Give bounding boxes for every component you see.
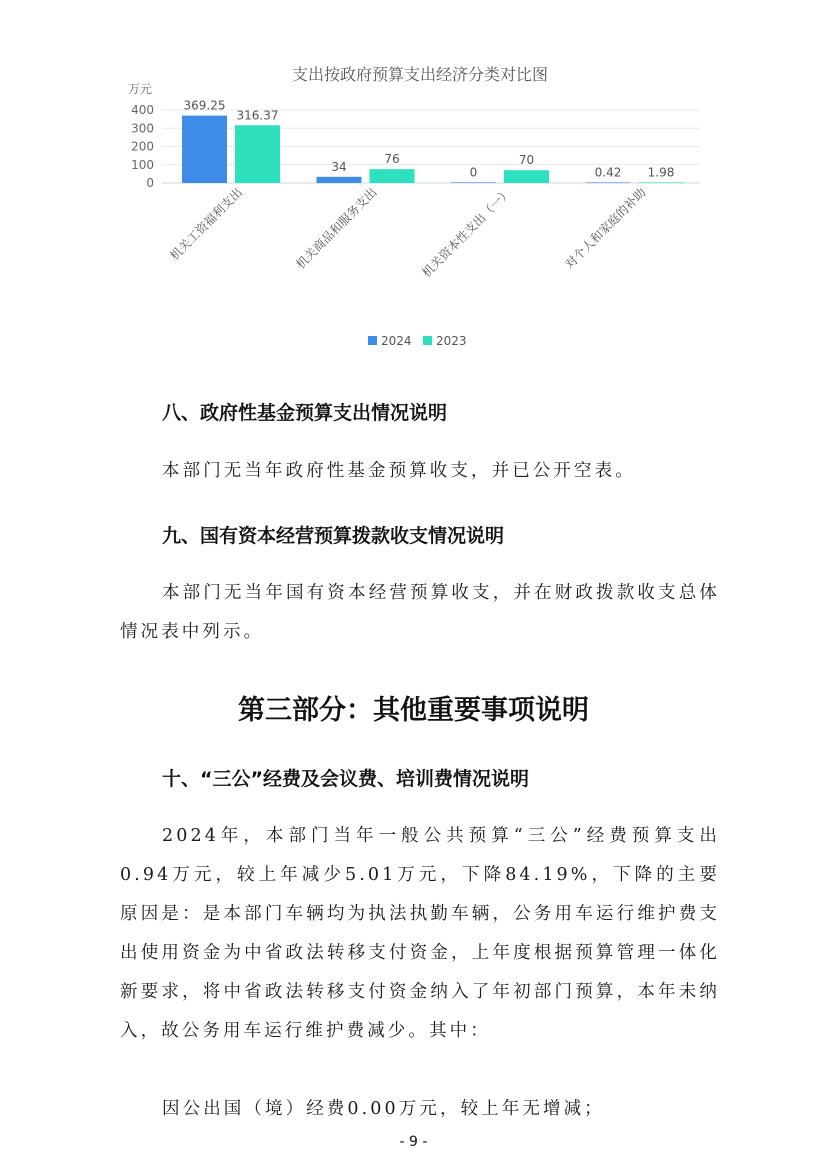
y-axis-unit-label: 万元: [128, 82, 153, 96]
data-label: 34: [331, 159, 347, 174]
y-tick-label: 300: [131, 121, 154, 136]
bar-2024: [182, 116, 227, 183]
section-10-subparagraph: 因公出国（境）经费0.00万元，较上年无增减；: [162, 1099, 605, 1119]
section-10-paragraph: 2024年，本部门当年一般公共预算“三公”经费预算支出0.94万元，较上年减少5.01万元，下降84.19%，下降的主要原因是：是本部门车辆均为执法执勤车辆，公务用车运行维护费支出使用资金为中省政法转移支付资金，上年度根据预算管理一体化新要求，将中省政法转移支付资金纳入了年初部门预算，本年未纳入，故公务用车运行维护费减少。其中：: [120, 826, 720, 1041]
legend-label: 2023: [436, 334, 467, 348]
data-label: 0: [469, 165, 478, 180]
legend-swatch-2023: [423, 336, 432, 345]
expenditure-comparison-chart: [120, 55, 720, 365]
x-category-label: 机关资本性支出（一）: [419, 185, 515, 280]
section-8-paragraph: 本部门无当年政府性基金预算收支，并已公开空表。: [162, 461, 636, 481]
data-label: 0.42: [594, 165, 622, 180]
x-category-label: 机关工资福利支出: [167, 185, 246, 264]
x-category-label: 机关商品和服务支出: [293, 185, 380, 272]
bar-2023: [235, 125, 280, 183]
legend-swatch-2024: [368, 336, 377, 345]
data-label: 369.25: [183, 98, 226, 113]
y-tick-label: 100: [131, 157, 154, 172]
chart-title: 支出按政府预算支出经济分类对比图: [291, 65, 549, 84]
bar-2024: [586, 182, 631, 183]
section-10-heading: 十、“三公”经费及会议费、培训费情况说明: [162, 768, 529, 790]
data-label: 70: [518, 153, 535, 168]
page-number: - 9 -: [399, 1134, 428, 1150]
bar-2023: [639, 182, 684, 183]
x-category-label: 对个人和家庭的补助: [562, 185, 649, 272]
legend-label: 2024: [381, 334, 412, 348]
data-label: 76: [384, 152, 400, 167]
data-label: 316.37: [236, 108, 279, 123]
y-tick-label: 200: [131, 139, 154, 154]
section-9-heading: 九、国有资本经营预算拨款收支情况说明: [162, 525, 505, 547]
chart-canvas: [120, 55, 720, 365]
section-8-heading: 八、政府性基金预算支出情况说明: [162, 402, 448, 424]
part-3-title: 第三部分：其他重要事项说明: [238, 695, 589, 726]
section-9-paragraph: 本部门无当年国有资本经营预算收支，并在财政拨款收支总体情况表中列示。: [120, 583, 720, 642]
y-tick-label: 0: [146, 176, 154, 190]
bar-2024: [317, 177, 362, 183]
bar-2023: [504, 170, 549, 183]
data-label: 1.98: [647, 165, 675, 180]
y-tick-label: 400: [131, 103, 154, 117]
bar-2024: [451, 182, 496, 183]
bar-2023: [370, 169, 415, 183]
